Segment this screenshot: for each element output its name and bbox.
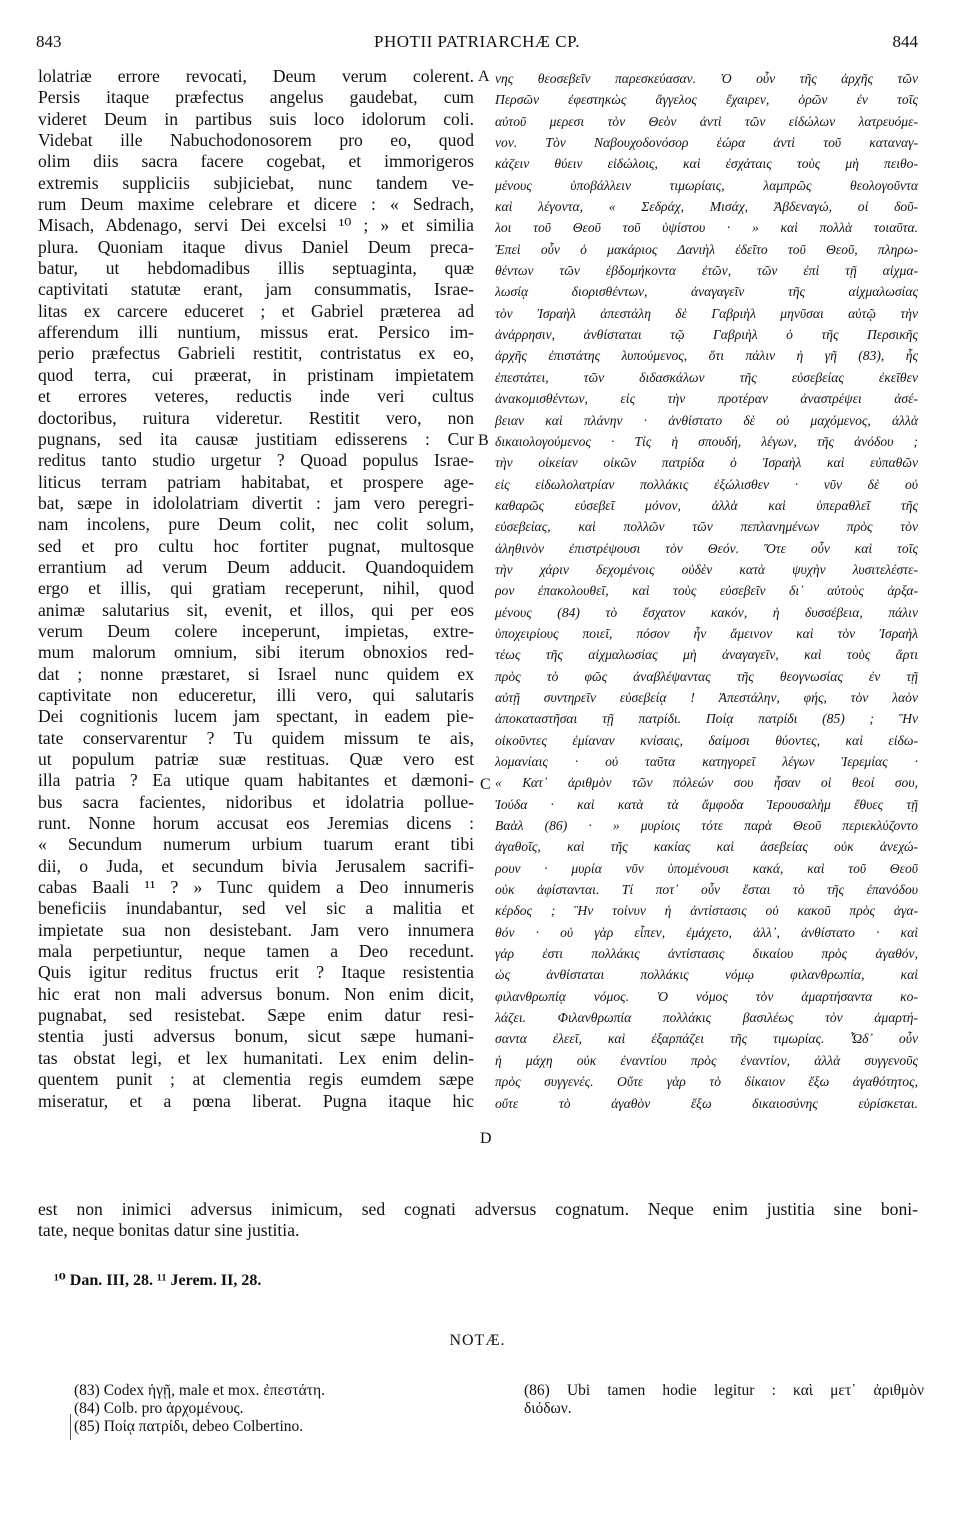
text-line: captivitati statutæ erant, jam consummatis, Israe-: [38, 279, 474, 300]
text-line: miseratur, et a pœna liberat. Pugna itaque hic: [38, 1090, 474, 1111]
text-line: plura. Quoniam itaque divus Daniel Deum preca-: [38, 236, 474, 257]
text-line: hic erat non mali adversus bonum. Non enim dicit,: [38, 983, 474, 1004]
greek-column: [495, 68, 918, 1114]
text-line: impietate sua non desistebant. Jam vero innumera: [38, 919, 474, 940]
text-line: Misach, Abdenago, servi Dei excelsi ¹⁰ ; » et similia: [38, 215, 474, 236]
text-line: Persis itaque præfectus angelus gaudebat, cum: [38, 87, 474, 108]
text-line: δικαιολογούμενος · Τίς ἡ σπουδή, λέγων, τῆς ἀνόδου ;: [495, 433, 918, 449]
text-line: καὶ λέγοντα, « Σεδράχ, Μισάχ, Ἀβδεναγώ, οἱ δοῦ-: [495, 199, 918, 215]
text-line: tas obstat legi, et lex humanitati. Lex enim delin-: [38, 1047, 474, 1068]
text-line: doctoribus, ruitura videretur. Restitit vero, non: [38, 407, 474, 428]
text-line: Ἐπεὶ οὖν ὁ μακάριος Δανιὴλ ἐδεῖτο τοῦ Θεοῦ, πληρω-: [495, 241, 918, 257]
text-line: batur, ut hebdomadibus illis septuaginta, quæ: [38, 258, 474, 279]
text-line: runt. Nonne horum accusat eos Jeremias dicens :: [38, 813, 474, 834]
text-line: λάζει. Φιλανθρωπία πολλάκις βασιλέως τὸν ἁμαρτή-: [495, 1010, 918, 1026]
text-line: rum Deum maxime celebrare et dicere : « Sedrach,: [38, 194, 474, 215]
notes-right-column: [524, 1382, 924, 1418]
page-number-left: 843: [36, 32, 62, 51]
text-line: quentem punit ; at clementia regis eumdem sæpe: [38, 1069, 474, 1090]
text-line: illa patria ? Ea utique quam habitantes et dæmoni-: [38, 770, 474, 791]
text-line: Ἰούδα · καὶ κατὰ τὰ ἄμφοδα Ἱερουσαλὴμ ἔθυες τῇ: [495, 796, 918, 812]
text-line: ἀνακομισθέντων, εἰς τὴν προτέραν ἀναστρέψει ἀσέ-: [495, 391, 918, 407]
text-line: dat ; nonne præstaret, si Israel nunc quidem ex: [38, 663, 474, 684]
note-86-continued: διόδων.: [524, 1400, 572, 1417]
text-line: πρὸς συγγενές. Οὔτε γὰρ τὸ δίκαιον ἔξω ἀγαθότητος,: [495, 1074, 918, 1090]
text-line: θόν · οὐ γὰρ εἶπεν, ἐμάχετο, ἀλλ᾽, ἀνθίστατο · καὶ: [495, 924, 918, 940]
notes-heading: NOTÆ.: [449, 1332, 506, 1349]
text-line: ὑποχειρίους ποιεῖ, πόσον ἦν ἄμεινον καὶ τὸν Ἰσραὴλ: [495, 625, 918, 641]
text-line: verum Deum colere inceperunt, impietas, extre-: [38, 620, 474, 641]
text-line: pugnans, sed ita causæ justitiam edisserens : Cur: [38, 428, 474, 449]
text-line: σαντα ἐλεεῖ, καὶ ἐξαρπάζει τῆς τιμωρίας. Ὧδ᾽ οὖν: [495, 1031, 918, 1047]
text-line: ἀληθινὸν ἐπιστρέψουσι τὸν Θεόν. Ὅτε οὖν καὶ τοῖς: [495, 540, 918, 556]
text-line: ergo et illis, qui gratiam receperunt, nihil, quod: [38, 578, 474, 599]
full-width-text: [38, 1199, 918, 1242]
text-line: mum malorum omnium, sibi iterum obnoxios red-: [38, 642, 474, 663]
notes-bracket-rule: [70, 1414, 71, 1440]
margin-letter-b: B: [478, 432, 489, 449]
text-line: ἀποκαταστῆσαι τῇ πατρίδι. Ποίᾳ πατρίδι (85) ; Ἣν: [495, 711, 918, 727]
text-line: ρουν · μυρία νῦν ὑπομένουσι κακά, καὶ τοῦ Θεοῦ: [495, 860, 918, 876]
text-line: μένους ὑποβάλλειν τιμωρίαις, λαμπρῶς θεολογοῦντα: [495, 177, 918, 193]
text-line: νον. Τὸν Ναβουχοδονόσορ ἑώρα ἀντὶ τοῦ καταναγ-: [495, 135, 918, 151]
text-line: nam incolens, pure Deum colit, nec colit solum,: [38, 514, 474, 535]
text-line: καθαρῶς εὐσεβεῖ μόνον, ἀλλὰ καὶ ὑπεραθλεῖ τῆς: [495, 497, 918, 513]
text-line: φιλανθρωπίᾳ νόμος. Ὁ νόμος τὸν ἁμαρτήσαντα κο-: [495, 988, 918, 1004]
text-line: κάζειν θύειν εἰδώλοις, καὶ ἐσχάταις τοὺς μὴ πειθο-: [495, 156, 918, 172]
text-line: olim diis sacra facere cogebat, et immorigeros: [38, 151, 474, 172]
text-line: liticus terram patriam habitabat, et prospere age-: [38, 471, 474, 492]
text-line: captivitate non educeretur, illi vero, qui salutaris: [38, 684, 474, 705]
text-line: μένους (84) τὸ ἔσχατον κακόν, ἡ δυσσέβεια, πάλιν: [495, 604, 918, 620]
text-line: Βαὰλ (86) · » μυρίοις τότε παρὰ Θεοῦ περιεκλύζοντο: [495, 818, 918, 834]
text-line: Περσῶν ἐφεστηκὼς ἄγγελος ἔχαιρεν, ὁρῶν ἐν τοῖς: [495, 92, 918, 108]
text-line: νης θεοσεβεῖν παρεσκεύασαν. Ὁ οὖν τῆς ἀρχῆς τῶν: [495, 71, 918, 86]
text-line: αὐτῇ συντηρεῖν εὐσεβείᾳ ! Ἀπεστάλην, φής, τὸν λαὸν: [495, 689, 918, 705]
text-line: afferendum illi nuntium, missus erat. Persico im-: [38, 322, 474, 343]
text-line: bus sacra facientes, nidoribus et idolatria pollue-: [38, 791, 474, 812]
text-line: ὡς ἀνθίσταται πολλάκις νόμῳ φιλανθρωπία, καὶ: [495, 967, 918, 983]
text-line: et errores veteres, reductis inde veri cultus: [38, 386, 474, 407]
text-line: οὔτε τὸ ἀγαθὸν ἔξω δικαιοσύνης εὑρίσκεται.: [495, 1095, 918, 1111]
text-line: τὴν χάριν δεχομένοις οὐδὲν κατὰ ψυχὴν λυσιτελέστε-: [495, 561, 918, 577]
text-line: Videbat ille Nabuchodonosorem pro eo, quod: [38, 130, 474, 151]
footnote-references: ¹⁰ Dan. III, 28. ¹¹ Jerem. II, 28.: [54, 1272, 262, 1289]
text-line: ἐπεστάτει, τῶν διδασκάλων τῆς εὐσεβείας ἐκεῖθεν: [495, 369, 918, 385]
text-line: lolatriæ errore revocati, Deum verum colerent.: [38, 66, 474, 86]
text-line: βειαν καὶ πλάνην · ἀνθίστατο δὲ οὐ μαχόμενος, ἀλλὰ: [495, 412, 918, 428]
text-line: quod terra, cui præerat, in pristinam impietatem: [38, 364, 474, 385]
text-line: dii, o Juda, et secundum bivia Jerusalem sacrifi-: [38, 855, 474, 876]
text-line: beneficiis inundabantur, sed vel sic a malitia et: [38, 898, 474, 919]
text-line: « Secundum numerum urbium tuarum erant tibi: [38, 834, 474, 855]
text-line: οὐκ ἀφίστανται. Τί ποτ᾽ οὖν ἔσται τὸ τῆς ἐπανόδου: [495, 882, 918, 898]
text-line: ἡ μάχη οὐκ ἐναντίου πρὸς ἐναντίον, ἀλλὰ συγγενοῦς: [495, 1052, 918, 1068]
margin-letter-a: A: [478, 68, 490, 85]
text-line: tate, neque bonitas datur sine justitia.: [38, 1220, 300, 1241]
text-line: εἰς εἰδωλολατρίαν πολλάκις ἐξώλισθεν · νῦν δὲ οὐ: [495, 476, 918, 492]
text-line: sed et pro cultu hoc fortiter pugnat, multosque: [38, 535, 474, 556]
text-line: αὐτοῦ μερεσι τὸν Θεὸν ἀντὶ τῶν εἰδώλων λατρευόμε-: [495, 113, 918, 129]
running-header: [36, 32, 918, 56]
note-86: (86) Ubi tamen hodie legitur : καὶ μετ᾽ ἀριθμὸν: [524, 1382, 924, 1399]
note-85: (85) Ποίᾳ πατρίδι, debeo Colbertino.: [74, 1418, 304, 1435]
text-line: ἀγαθοῖς, καὶ τῆς κακίας καὶ ἀσεβείας οὐκ ἀνεχώ-: [495, 839, 918, 855]
text-line: cabas Baali ¹¹ ? » Tunc quidem a Deo innumeris: [38, 877, 474, 898]
text-line: bat, sæpe in idololatriam divertit : jam vero peregri-: [38, 492, 474, 513]
text-line: λωσίᾳ διορισθέντων, ἀναγαγεῖν τῆς αἰχμαλωσίας: [495, 284, 918, 300]
text-line: videret Deum in partibus suis loco idolorum coli.: [38, 108, 474, 129]
text-line: Quis igitur reditus fructus erit ? Itaque resistentia: [38, 962, 474, 983]
text-line: reditus tanto studio urgetur ? Quoad populus Israe-: [38, 450, 474, 471]
text-line: litas ex carcere educeret ; et Gabriel præterea ad: [38, 300, 474, 321]
text-line: ρον ἐπακολουθεῖ, καὶ τοὺς εὐσεβεῖν δι᾽ αὐτοὺς ἀρξα-: [495, 583, 918, 599]
text-line: ἀνάρρησιν, ἀνθίσταται τῷ Γαβριὴλ ὁ τῆς Περσικῆς: [495, 327, 918, 343]
note-84: (84) Colb. pro ἀρχομένους.: [74, 1400, 244, 1417]
running-title: PHOTII PATRIARCHÆ CP.: [374, 32, 580, 51]
notes-left-column: [74, 1382, 494, 1436]
text-line: τὸν Ἰσραὴλ ἀπεστάλη δὲ Γαβριὴλ μηνῦσαι αὐτῷ τὴν: [495, 305, 918, 321]
text-line: οἰκοῦντες ἐμίαναν κνίσαις, δαίμοσι θύοντες, καὶ εἰδω-: [495, 732, 918, 748]
text-line: est non inimici adversus inimicum, sed cognati adversus cognatum. Neque enim justitia sine boni-: [38, 1199, 918, 1219]
text-line: stentia justi adversus bonum, sicut sæpe humani-: [38, 1026, 474, 1047]
page-number-right: 844: [892, 32, 918, 51]
text-line: τὴν οἰκείαν οἰκῶν πατρίδα ὁ Ἰσραὴλ καὶ εὐπαθῶν: [495, 455, 918, 471]
text-line: tate conservarentur ? Tu quidem missum te ais,: [38, 727, 474, 748]
text-line: perio præfectus Gabrieli restitit, contristatus ex eo,: [38, 343, 474, 364]
text-line: θέντων τῶν ἑβδομήκοντα ἐτῶν, τῶν ἐπὶ τῇ αἰχμα-: [495, 263, 918, 279]
text-line: ἀρχῆς ἐπιστάτης λυπούμενος, ὅτι πάλιν ἡ γῆ (83), ἧς: [495, 348, 918, 364]
text-line: errantium ad verum Deum adducit. Quandoquidem: [38, 556, 474, 577]
text-line: λοι τοῦ Θεοῦ τοῦ ὑψίστου · » καὶ πολλὰ τοιαῦτα.: [495, 220, 918, 236]
text-line: « Κατ᾽ ἀριθμὸν τῶν πόλεών σου ἦσαν οἱ θεοί σου,: [495, 775, 918, 791]
text-line: animæ salutarius sit, evenit, et illos, qui per eos: [38, 599, 474, 620]
text-line: ut populum patriæ suæ restituas. Quæ vero est: [38, 749, 474, 769]
text-line: λομανίαις · οὐ ταῦτα κατηγορεῖ λέγων Ἱερεμίας ·: [495, 754, 918, 769]
text-line: extremis suppliciis subjiciebat, nunc tandem ve-: [38, 172, 474, 193]
note-83: (83) Codex ἡγῇ, male et mox. ἐπεστάτη.: [74, 1382, 325, 1399]
text-line: κέρδος ; Ἣν τοίνυν ἡ ἀντίστασις οὐ κακοῦ πρὸς ἀγα-: [495, 903, 918, 919]
text-line: γάρ ἐστι πολλάκις ἀντίστασις δικαίου πρὸς ἀγαθόν,: [495, 946, 918, 962]
text-line: τέως τῆς αἰχμαλωσίας μὴ ἀναγαγεῖν, καὶ τοὺς ἄρτι: [495, 647, 918, 663]
margin-letter-d: D: [480, 1130, 492, 1147]
text-line: pugnabat, sed resistebat. Sæpe enim datur resi-: [38, 1005, 474, 1026]
text-line: mala perpetiuntur, neque tamen a Deo recedunt.: [38, 941, 474, 962]
text-line: Dei cognitionis lucem jam spectant, in eadem pie-: [38, 706, 474, 727]
margin-letter-c: C: [480, 776, 491, 793]
text-line: πρὸς τὸ φῶς ἀναβλέψαντας τῆς θεογνωσίας ἐν τῇ: [495, 668, 918, 684]
latin-column: [38, 66, 474, 1112]
text-line: εὐσεβείας, καὶ πολλῶν τῶν πεπλανημένων πρὸς τὸν: [495, 519, 918, 535]
